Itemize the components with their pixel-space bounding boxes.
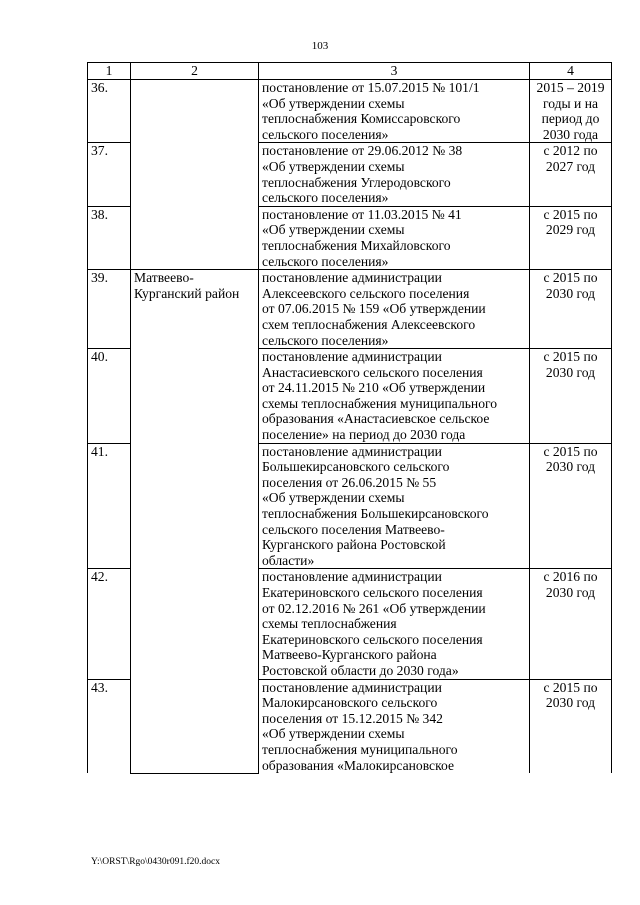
legal-act-text-line: Анастасиевского сельского поселения xyxy=(262,364,483,380)
legal-act-text-line: от 24.11.2015 № 210 «Об утверждении xyxy=(262,380,486,396)
row-number-cell: 39. xyxy=(88,270,131,349)
legal-act-text-line: постановление от 15.07.2015 № 101/1 xyxy=(262,80,480,95)
term-text-line: 2030 год xyxy=(545,285,596,301)
legal-act-text-line: теплоснабжения Углеродовского xyxy=(262,174,451,190)
row-number-cell: 42. xyxy=(88,569,131,679)
row-number-cell: 40. xyxy=(88,349,131,444)
term-text-line: 2015 – 2019 xyxy=(536,80,605,95)
table-row xyxy=(88,270,612,349)
legal-act-cell xyxy=(259,349,530,444)
term-text-line: с 2015 по xyxy=(543,270,598,286)
table-header-row xyxy=(88,63,612,80)
legal-act-cell xyxy=(259,80,530,143)
legal-act-cell xyxy=(259,270,530,349)
legal-act-text-line: теплоснабжения Михайловского xyxy=(262,237,451,253)
term-cell xyxy=(530,143,612,206)
legal-act-text-line: поселение» на период до 2030 года xyxy=(262,427,466,443)
legal-act-text-line: теплоснабжения муниципального xyxy=(262,741,458,757)
legal-act-text-line: Екатериновского сельского поселения xyxy=(262,585,483,600)
term-text-line: с 2015 по xyxy=(543,443,598,459)
table-row xyxy=(88,80,612,143)
legal-act-cell xyxy=(259,206,530,269)
legal-act-text-line: «Об утверждении схемы xyxy=(262,726,405,742)
row-number-cell: 36. xyxy=(88,80,131,143)
legal-acts-table xyxy=(87,62,612,774)
legal-act-text-line: Ростовской области до 2030 года» xyxy=(262,662,459,678)
term-text-line: годы и на xyxy=(542,95,599,111)
district-cell xyxy=(131,80,259,270)
legal-act-text-line: Матвеево-Курганского района xyxy=(262,647,437,663)
term-text-line: с 2016 по xyxy=(543,569,598,585)
row-number-cell: 37. xyxy=(88,143,131,206)
legal-act-text-line: сельского поселения Матвеево- xyxy=(262,521,445,537)
legal-act-text-line: теплоснабжения Большекирсановского xyxy=(262,506,489,522)
legal-act-text-line: Екатериновского сельского поселения xyxy=(262,631,483,647)
legal-act-text-line: постановление администрации xyxy=(262,270,442,286)
legal-act-text-line: постановление администрации xyxy=(262,569,442,585)
legal-act-text-line: постановление администрации xyxy=(262,443,442,459)
legal-act-text-line: области» xyxy=(262,552,315,568)
term-text-line: период до xyxy=(541,111,600,127)
term-text-line: с 2015 по xyxy=(543,206,598,222)
legal-act-cell xyxy=(259,679,530,773)
district-name-line: Матвеево- xyxy=(134,270,194,286)
term-text-line: 2030 года xyxy=(542,126,599,142)
legal-act-text-line: сельского поселения» xyxy=(262,332,389,348)
term-cell xyxy=(530,569,612,679)
term-text-line: с 2015 по xyxy=(543,349,598,365)
district-cell xyxy=(131,270,259,774)
term-text-line: с 2012 по xyxy=(543,143,598,159)
term-text-line: 2027 год xyxy=(545,158,596,174)
legal-act-text-line: Алексеевского сельского поселения xyxy=(262,285,470,301)
legal-act-cell xyxy=(259,143,530,206)
row-number-cell: 38. xyxy=(88,206,131,269)
district-name-line: Курганский район xyxy=(134,285,240,301)
legal-act-text-line: Курганского района Ростовской xyxy=(262,537,446,553)
legal-act-text-line: от 07.06.2015 № 159 «Об утверждении xyxy=(262,301,486,317)
legal-act-text-line: сельского поселения» xyxy=(262,126,389,142)
legal-act-text-line: схемы теплоснабжения xyxy=(262,616,397,632)
legal-act-text-line: «Об утверждении схемы xyxy=(262,490,405,506)
term-text-line: с 2015 по xyxy=(543,679,598,695)
footer-file-path: Y:\ORST\Rgo\0430r091.f20.docx xyxy=(91,857,220,867)
row-number-cell: 41. xyxy=(88,443,131,569)
term-text-line: 2030 год xyxy=(545,364,596,380)
legal-act-text-line: сельского поселения» xyxy=(262,253,389,269)
legal-act-text-line: поселения от 15.12.2015 № 342 xyxy=(262,710,443,726)
term-text-line: 2030 год xyxy=(545,459,596,475)
legal-act-text-line: Малокирсановского сельского xyxy=(262,695,438,711)
term-text-line: 2029 год xyxy=(545,222,596,238)
legal-act-cell xyxy=(259,569,530,679)
legal-act-text-line: постановление от 29.06.2012 № 38 xyxy=(262,143,463,159)
term-text-line: 2030 год xyxy=(545,695,596,711)
legal-act-text-line: от 02.12.2016 № 261 «Об утверждении xyxy=(262,600,486,616)
term-cell xyxy=(530,679,612,773)
table-body xyxy=(88,63,612,774)
header-cell-3: 3 xyxy=(259,63,530,80)
term-cell xyxy=(530,349,612,444)
legal-act-text-line: постановление администрации xyxy=(262,349,442,365)
legal-act-text-line: «Об утверждении схемы xyxy=(262,222,405,238)
term-cell xyxy=(530,206,612,269)
legal-act-text-line: образования «Анастасиевское сельское xyxy=(262,411,490,427)
legal-act-cell xyxy=(259,443,530,569)
legal-act-text-line: «Об утверждении схемы xyxy=(262,95,405,111)
legal-act-text-line: схемы теплоснабжения муниципального xyxy=(262,395,498,411)
page-number: 103 xyxy=(311,40,329,52)
header-cell-4: 4 xyxy=(530,63,612,80)
legal-act-text-line: постановление от 11.03.2015 № 41 xyxy=(262,206,462,222)
term-cell xyxy=(530,270,612,349)
header-cell-2: 2 xyxy=(131,63,259,80)
term-text-line: 2030 год xyxy=(545,585,596,600)
header-cell-1: 1 xyxy=(88,63,131,80)
legal-act-text-line: сельского поселения» xyxy=(262,190,389,206)
legal-act-text-line: постановление администрации xyxy=(262,679,442,695)
legal-act-text-line: Большекирсановского сельского xyxy=(262,459,450,475)
legal-act-text-line: образования «Малокирсановское xyxy=(262,757,454,773)
legal-act-text-line: «Об утверждении схемы xyxy=(262,158,405,174)
term-cell xyxy=(530,443,612,569)
legal-act-text-line: схем теплоснабжения Алексеевского xyxy=(262,316,476,332)
term-cell xyxy=(530,80,612,143)
legal-act-text-line: теплоснабжения Комиссаровского xyxy=(262,111,461,127)
legal-act-text-line: поселения от 26.06.2015 № 55 xyxy=(262,474,437,490)
row-number-cell: 43. xyxy=(88,679,131,773)
